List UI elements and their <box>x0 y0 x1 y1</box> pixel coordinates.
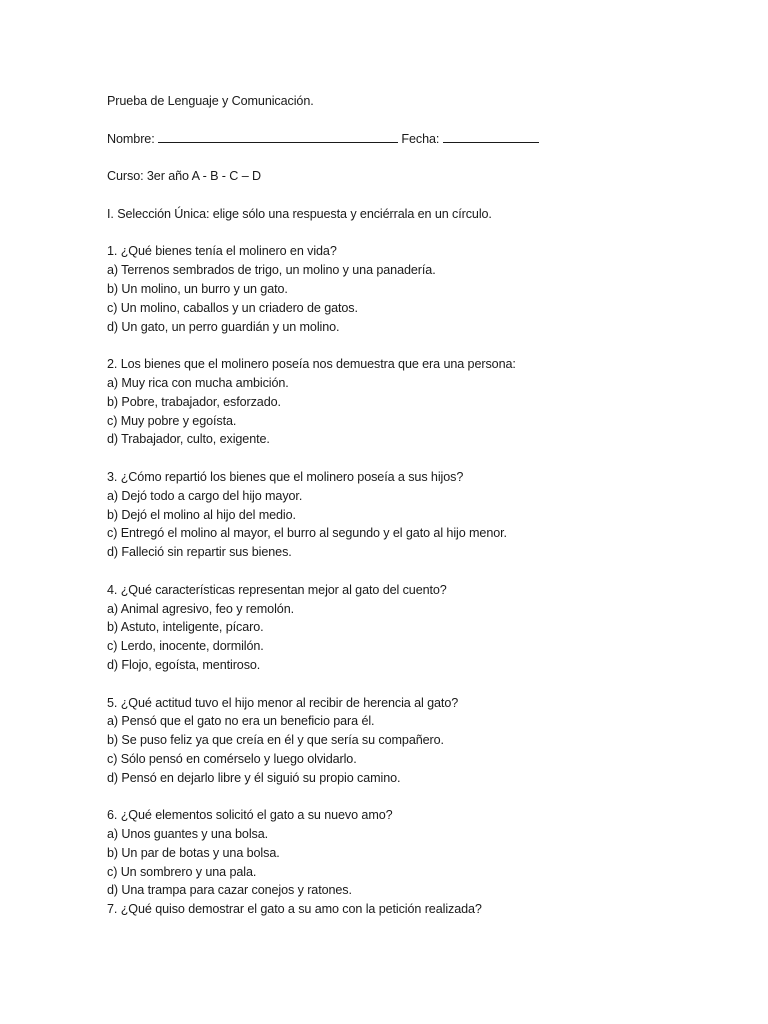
answer-option[interactable]: c) Sólo pensó en comérselo y luego olvidarlo. <box>107 751 357 766</box>
answer-option[interactable]: a) Terrenos sembrados de trigo, un molino y una panadería. <box>107 263 436 278</box>
answer-option[interactable]: c) Muy pobre y egoísta. <box>107 413 237 428</box>
question-block <box>107 468 747 562</box>
answer-option[interactable]: c) Lerdo, inocente, dormilón. <box>107 639 264 654</box>
name-label: Nombre: <box>107 131 155 146</box>
question-text: 3. ¿Cómo repartió los bienes que el molinero poseía a sus hijos? <box>107 469 464 484</box>
answer-option[interactable]: b) Un par de botas y una bolsa. <box>107 845 280 860</box>
question-block <box>107 806 747 900</box>
question-block <box>107 242 747 336</box>
question-block <box>107 581 747 675</box>
answer-option[interactable]: b) Pobre, trabajador, esforzado. <box>107 394 281 409</box>
date-blank-line[interactable] <box>443 130 539 143</box>
answer-option[interactable]: b) Se puso feliz ya que creía en él y que sería su compañero. <box>107 733 444 748</box>
answer-option[interactable]: d) Falleció sin repartir sus bienes. <box>107 545 292 560</box>
question-block <box>107 900 747 919</box>
page-title: Prueba de Lenguaje y Comunicación. <box>107 94 314 108</box>
name-blank-line[interactable] <box>158 130 398 143</box>
question-text: 1. ¿Qué bienes tenía el molinero en vida? <box>107 244 337 259</box>
answer-option[interactable]: b) Dejó el molino al hijo del medio. <box>107 507 296 522</box>
answer-option[interactable]: a) Pensó que el gato no era un beneficio para él. <box>107 714 375 729</box>
question-text: 4. ¿Qué características representan mejor al gato del cuento? <box>107 582 447 597</box>
question-list <box>107 242 747 919</box>
answer-option[interactable]: a) Unos guantes y una bolsa. <box>107 827 269 842</box>
answer-option[interactable]: a) Muy rica con mucha ambición. <box>107 375 289 390</box>
date-label: Fecha: <box>401 131 440 146</box>
question-block <box>107 355 747 449</box>
answer-option[interactable]: d) Un gato, un perro guardián y un molino. <box>107 319 340 334</box>
section-instruction: I. Selección Única: elige sólo una respuesta y enciérrala en un círculo. <box>107 206 492 221</box>
name-date-row <box>107 130 747 149</box>
answer-option[interactable]: b) Un molino, un burro y un gato. <box>107 281 288 296</box>
answer-option[interactable]: a) Dejó todo a cargo del hijo mayor. <box>107 488 303 503</box>
question-text: 6. ¿Qué elementos solicitó el gato a su nuevo amo? <box>107 808 393 823</box>
answer-option[interactable]: c) Entregó el molino al mayor, el burro al segundo y el gato al hijo menor. <box>107 526 507 541</box>
question-text: 7. ¿Qué quiso demostrar el gato a su amo con la petición realizada? <box>107 902 482 917</box>
answer-option[interactable]: c) Un sombrero y una pala. <box>107 864 257 879</box>
question-block <box>107 694 747 788</box>
answer-option[interactable]: d) Una trampa para cazar conejos y ratones. <box>107 883 352 898</box>
answer-option[interactable]: c) Un molino, caballos y un criadero de gatos. <box>107 300 358 315</box>
answer-option[interactable]: d) Flojo, egoísta, mentiroso. <box>107 657 261 672</box>
answer-option[interactable]: a) Animal agresivo, feo y remolón. <box>107 601 294 616</box>
worksheet-page <box>107 92 747 919</box>
course-line: Curso: 3er año A - B - C – D <box>107 169 261 184</box>
answer-option[interactable]: b) Astuto, inteligente, pícaro. <box>107 620 264 635</box>
answer-option[interactable]: d) Trabajador, culto, exigente. <box>107 432 270 447</box>
answer-option[interactable]: d) Pensó en dejarlo libre y él siguió su propio camino. <box>107 770 401 785</box>
question-text: 5. ¿Qué actitud tuvo el hijo menor al recibir de herencia al gato? <box>107 695 459 710</box>
question-text: 2. Los bienes que el molinero poseía nos demuestra que era una persona: <box>107 357 516 372</box>
